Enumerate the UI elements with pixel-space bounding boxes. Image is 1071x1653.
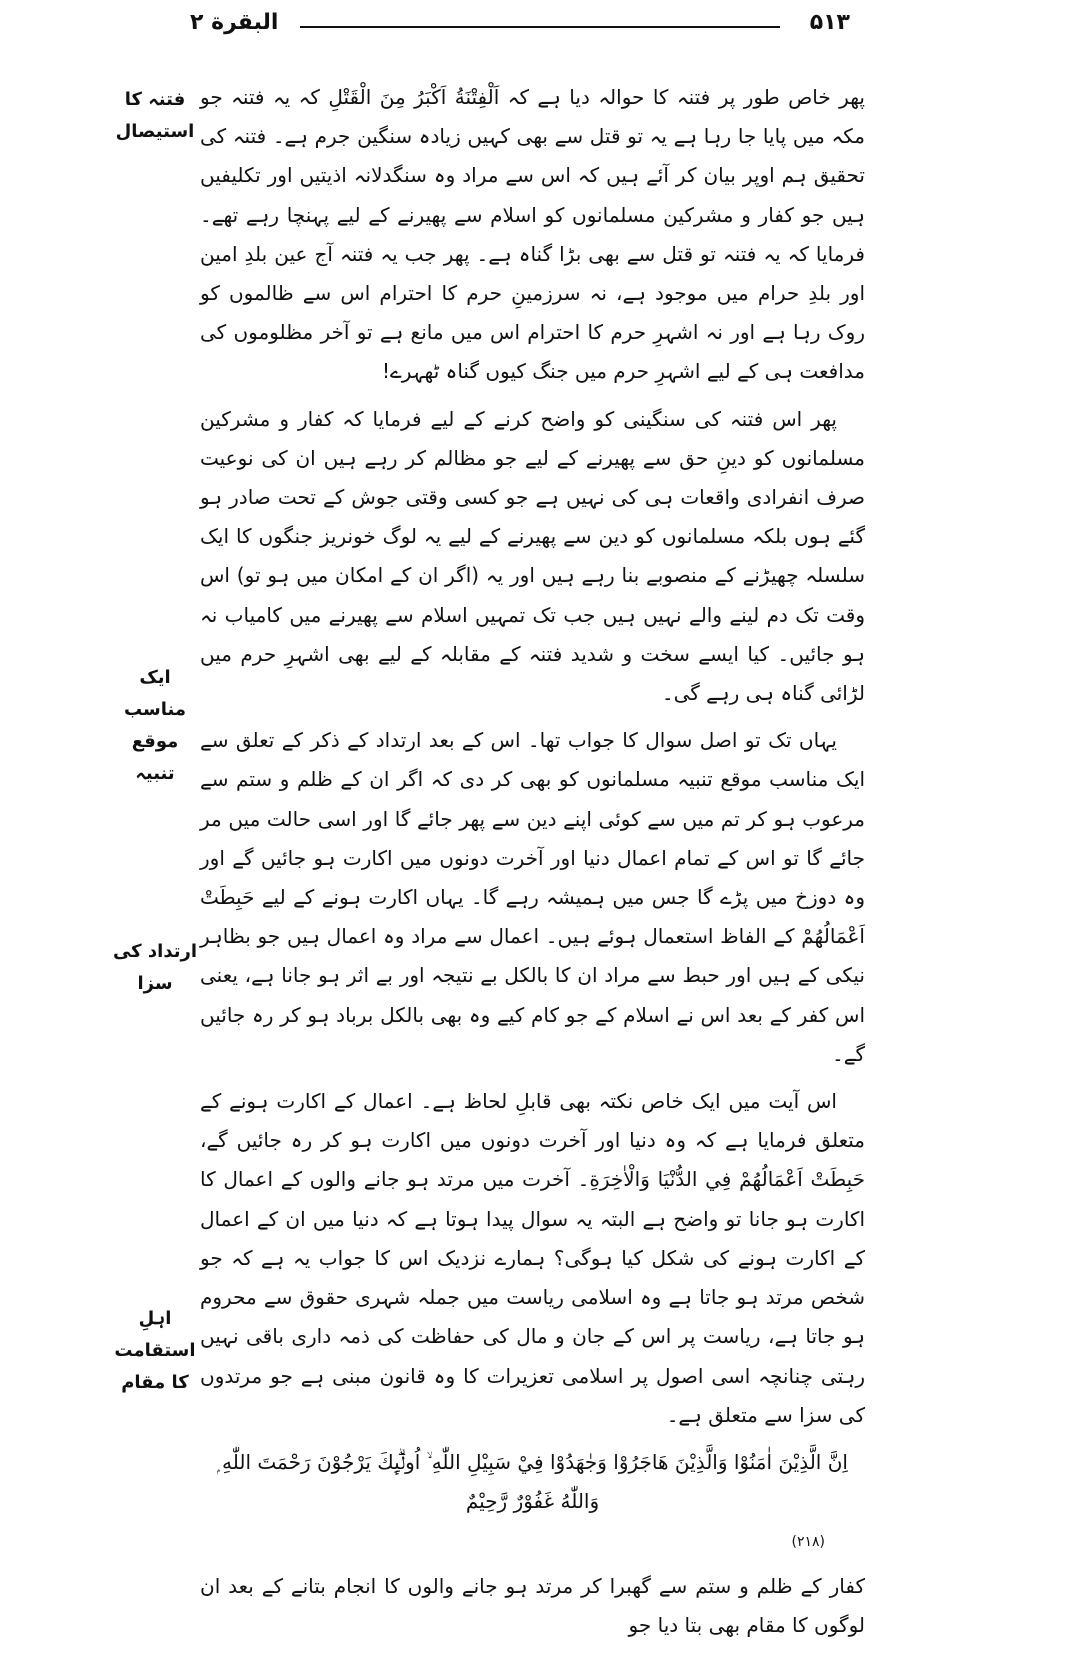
page-header [190,10,850,40]
paragraph: پھر اس فتنہ کی سنگینی کو واضح کرنے کے لیے فرمایا کہ کفار و مشرکین مسلمانوں کو دینِ حق سے پھیرنے کے لیے جو مظالم کر رہے ہیں ان کی نوعیت صرف انفرادی واقعات ہی کی نہیں ہے جو کسی وقتی جوش کے تحت صادر ہو گئے ہوں بلکہ مسلمانوں کو دین سے پھیرنے کے لیے یہ لوگ خونریز جنگوں کا ایک سلسلہ چھیڑنے کے منصوبے بنا رہے ہیں اور یہ (اگر ان کے امکان میں ہو تو) اس وقت تک دم لینے والے نہیں ہیں جب تک تمہیں اسلام سے پھیرنے میں کامیاب نہ ہو جائیں۔ کیا ایسے سخت و شدید فتنہ کے مقابلہ کے لیے بھی اشہرِ حرم میں لڑائی گناہ ہی رہے گی۔ [200,406,865,706]
verse-reference: (۲۱۸) [791,1534,825,1551]
body-text [200,78,865,1653]
surah-title: البقرة ۲ [190,10,279,35]
paragraph: اس آیت میں ایک خاص نکتہ بھی قابلِ لحاظ ہے۔ اعمال کے اکارت ہونے کے متعلق فرمایا ہے کہ وہ دنیا اور آخرت دونوں میں اکارت ہو کر رہ جائیں گے، حَبِطَتْ اَعْمَالُهُمْ فِي الدُّنْيَا وَالْاٰخِرَةِ۔ آخرت میں مرتد ہو جانے والوں کے اعمال کا اکارت ہو جانا تو واضح ہے البتہ یہ سوال پیدا ہوتا ہے کہ دنیا میں ان کے اعمال کے اکارت ہونے کی شکل کیا ہوگی؟ ہمارے نزدیک اس کا جواب یہ ہے کہ جو شخص مرتد ہو جاتا ہے وہ اسلامی ریاست میں جملہ شہری حقوق سے محروم ہو جاتا ہے، ریاست پر اس کے جان و مال کی حفاظت کی ذمہ داری باقی نہیں رہتی چنانچہ اسی اصول پر اسلامی تعزیرات کا وہ قانون مبنی ہے جو مرتدوں کی سزا سے متعلق ہے۔ [200,1089,865,1427]
quran-verse: اِنَّ الَّذِيْنَ اٰمَنُوْا وَالَّذِيْنَ هَاجَرُوْا وَجٰهَدُوْا فِيْ سَبِيْلِ اللّٰهِ ۙ اُولٰۗىِٕكَ يَرْجُوْنَ رَحْمَتَ اللّٰهِ ۭ وَاللّٰهُ غَفُوْرٌ رَّحِيْمٌ [217,1449,848,1514]
side-note: ایک مناسب موقع تنبیہ [123,667,186,784]
page-number: ۵۱۳ [809,10,850,35]
side-note: اہلِ استقامت کا مقام [114,1308,196,1393]
side-note: ارتداد کی سزا [112,941,198,994]
paragraph: کفار کے ظلم و ستم سے گھبرا کر مرتد ہو جانے والوں کا انجام بتانے کے بعد ان لوگوں کا مقام بھی بتا دیا جو [200,1573,865,1637]
side-note: فتنہ کا استیصال [115,89,195,142]
paragraph: پھر خاص طور پر فتنہ کا حوالہ دیا ہے کہ اَلْفِتْنَةُ اَكْبَرُ مِنَ الْقَتْلِ کہ یہ فتنہ جو مکہ میں پایا جا رہا ہے یہ تو قتل سے بھی کہیں زیادہ سنگین جرم ہے۔ فتنہ کی تحقیق ہم اوپر بیان کر آئے ہیں کہ اس سے مراد وہ سنگدلانہ اذیتیں اور تکلیفیں ہیں جو کفار و مشرکین مسلمانوں کو اسلام سے پھیرنے کے لیے پہنچا رہے تھے۔ فرمایا کہ یہ فتنہ تو قتل سے بھی بڑا گناہ ہے۔ پھر جب یہ فتنہ آج عین بلدِ امین اور بلدِ حرام میں موجود ہے، نہ سرزمینِ حرم کا احترام اس سے ظالموں کو روک رہا ہے اور نہ اشہرِ حرم کا احترام اس میں مانع ہے تو آخر مظلوموں کی مدافعت ہی کے لیے اشہرِ حرم میں جنگ کیوں گناہ ٹھہرے! [200,85,865,384]
header-rule [300,26,780,28]
paragraph: یہاں تک تو اصل سوال کا جواب تھا۔ اس کے بعد ارتداد کے ذکر کے تعلق سے ایک مناسب موقع تنبیہ مسلمانوں کو بھی کر دی کہ اگر ان کے ظلم و ستم سے مرعوب ہو کر تم میں سے کوئی اپنے دین سے پھر جائے گا اور اسی حالت میں مر جائے گا تو اس کے تمام اعمال دنیا اور آخرت دونوں میں اکارت ہو جائیں گے اور وہ دوزخ میں پڑے گا جس میں ہمیشہ رہے گا۔ یہاں اکارت ہونے کے لیے حَبِطَتْ اَعْمَالُهُمْ کے الفاظ استعمال ہوئے ہیں۔ اعمال سے مراد وہ اعمال ہیں جو بظاہر نیکی کے ہیں اور حبط سے مراد ان کا بالکل بے نتیجہ اور بے اثر ہو جانا ہے، یعنی اس کفر کے بعد اس نے اسلام کے جو کام کیے وہ بھی بالکل برباد ہو کر رہ جائیں گے۔ [200,728,865,1066]
